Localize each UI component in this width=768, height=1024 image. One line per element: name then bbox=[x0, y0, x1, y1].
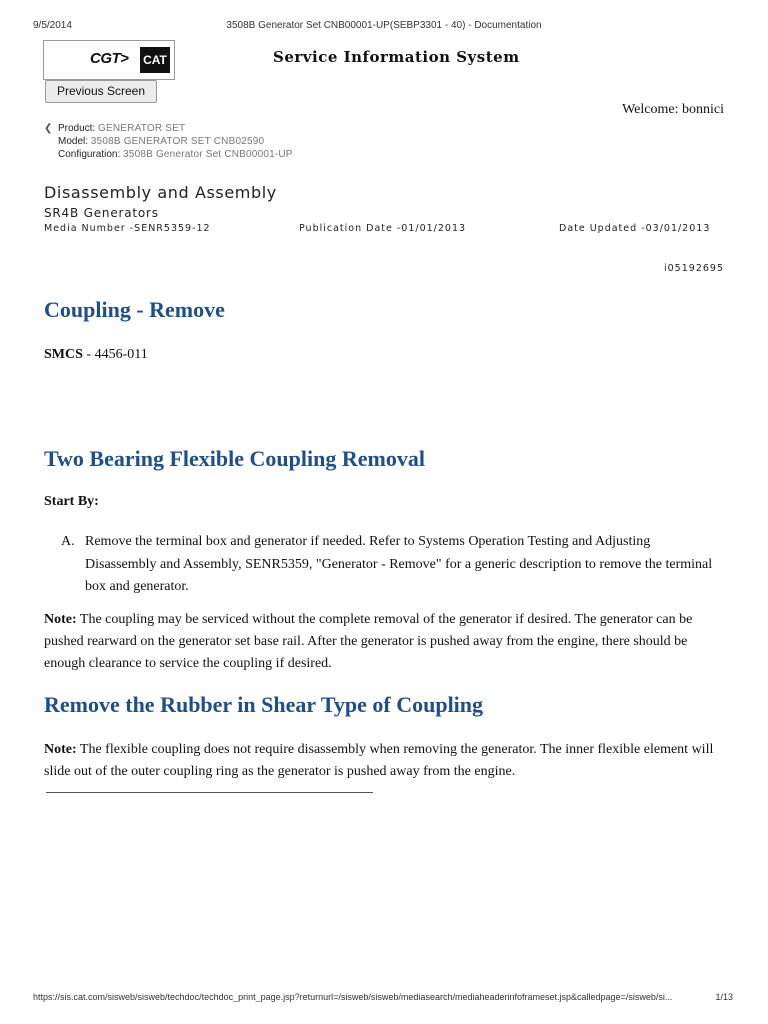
section-heading-rubber-shear: Remove the Rubber in Shear Type of Coupling bbox=[44, 692, 484, 717]
logo bbox=[43, 40, 175, 80]
configuration-row bbox=[58, 148, 293, 161]
page-title: Coupling - Remove bbox=[44, 297, 225, 322]
smcs-label: SMCS bbox=[44, 347, 83, 362]
media-number: Media Number -SENR5359-12 bbox=[44, 223, 211, 234]
section-heading-two-bearing: Two Bearing Flexible Coupling Removal bbox=[44, 446, 425, 471]
print-url: https://sis.cat.com/sisweb/sisweb/techdoc/techdoc_print_page.jsp?returnurl=/sisweb/sisweb/mediasearch/mediaheaderinfoframeset.jsp&calledpage=/sisweb/si... bbox=[33, 992, 673, 1002]
note-paragraph bbox=[44, 609, 728, 675]
welcome-text: Welcome: bonnici bbox=[622, 102, 724, 117]
start-by-label: Start By: bbox=[44, 494, 99, 509]
model-label: Model: bbox=[58, 136, 89, 147]
configuration-value: 3508B Generator Set CNB00001-UP bbox=[123, 149, 293, 160]
page-number: 1/13 bbox=[715, 992, 733, 1002]
publication-subtitle: SR4B Generators bbox=[44, 206, 159, 220]
model-value: 3508B GENERATOR SET CNB02590 bbox=[90, 136, 265, 147]
smcs-value: - 4456-011 bbox=[82, 347, 148, 362]
cgt-logo: CGT> bbox=[90, 50, 129, 67]
note-label: Note: bbox=[44, 612, 77, 627]
cat-logo: CAT bbox=[140, 47, 170, 73]
product-value: GENERATOR SET bbox=[98, 123, 186, 134]
date-updated: Date Updated -03/01/2013 bbox=[559, 223, 711, 234]
product-info bbox=[44, 122, 293, 161]
product-label: Product: bbox=[58, 123, 96, 134]
list-item-text: Remove the terminal box and generator if needed. Refer to Systems Operation Testing and Adjusting Disassembly and Assembly, SENR5359, "Generator - Remove" for a generic description to remove the terminal box and generator. bbox=[85, 534, 713, 594]
print-document-title: 3508B Generator Set CNB00001-UP(SEBP3301 - 40) - Documentation bbox=[226, 20, 542, 31]
smcs-line bbox=[44, 347, 148, 363]
site-title: Service Information System bbox=[273, 48, 520, 66]
print-footer bbox=[33, 992, 735, 1006]
note-text: The coupling may be serviced without the complete removal of the generator if desired. The generator can be pushed rearward on the generator set base rail. After the generator is pushed away from the engine, there should be enough clearance to service the coupling if desired. bbox=[44, 612, 693, 671]
configuration-label: Configuration: bbox=[58, 149, 121, 160]
note-label: Note: bbox=[44, 742, 77, 757]
publication-date: Publication Date -01/01/2013 bbox=[299, 223, 467, 234]
note-paragraph bbox=[44, 739, 728, 783]
document-id: i05192695 bbox=[664, 263, 724, 274]
divider bbox=[46, 792, 373, 793]
previous-screen-button[interactable]: Previous Screen bbox=[45, 80, 157, 103]
publication-title: Disassembly and Assembly bbox=[44, 183, 277, 202]
list-item-letter: A. bbox=[61, 534, 75, 549]
model-row bbox=[58, 135, 293, 148]
chevron-left-icon[interactable]: ❮ bbox=[44, 123, 53, 134]
print-date: 9/5/2014 bbox=[33, 20, 72, 31]
product-row bbox=[58, 122, 293, 135]
note-text: The flexible coupling does not require disassembly when removing the generator. The inner flexible element will slide out of the outer coupling ring as the generator is pushed away from the engine. bbox=[44, 742, 714, 779]
print-header bbox=[33, 20, 735, 34]
list-item bbox=[61, 531, 725, 599]
